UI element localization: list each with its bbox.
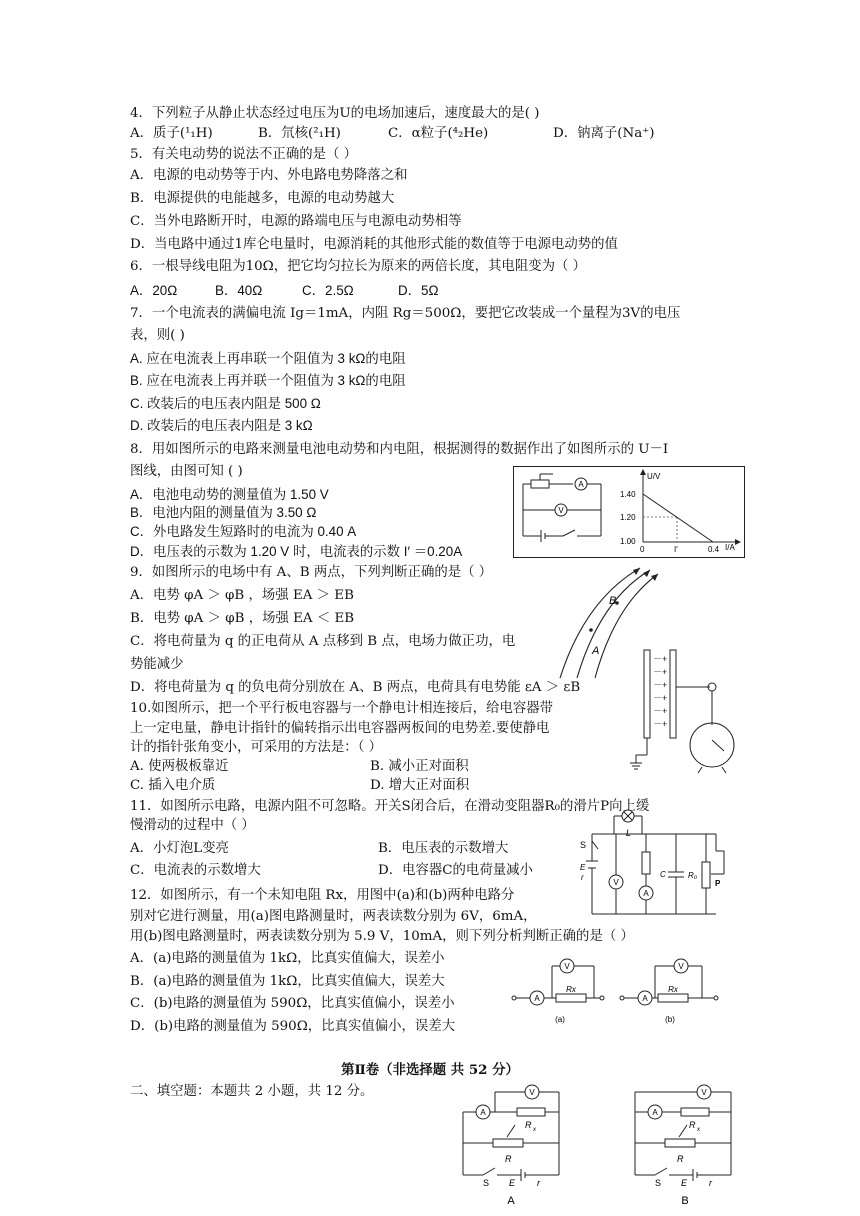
svg-text:－: － [653,693,663,703]
q9-option-c: C．将电荷量为 q 的正电荷从 A 点移到 B 点，电场力做正功，电 [130,634,516,649]
svg-text:V: V [678,962,684,971]
q11-options-row1 [130,839,508,859]
q8-stem-line2: 图线，由图可知 ( ) [130,464,243,479]
svg-text:x: x [533,1127,536,1133]
q11-line2: 慢滑动的过程中（ ） [130,818,255,833]
svg-text:x: x [697,1127,700,1133]
q12-option-d: D．(b)电路的测量值为 590Ω，比真实值偏小，误差大 [130,1019,456,1034]
q6-options [130,281,439,301]
q8-graph-xlabel: I/A [725,543,735,552]
q7-option-d: D. 改装后的电压表内阻是 3 kΩ [130,418,313,433]
svg-text:－: － [653,667,663,677]
svg-text:A: A [642,994,648,1003]
svg-text:－: － [653,706,663,716]
q8-ytick-3: 1.00 [620,537,636,546]
q12-label-rx-a: Rx [566,985,576,994]
q11-option-a: A．小灯泡L变亮 [130,841,229,856]
svg-text:+: + [662,706,668,716]
q9-point-a: A [592,645,600,657]
q12-caption-a: (a) [555,1015,565,1024]
q5-option-d: D．当电路中通过1库仑电量时，电源消耗的其他形式能的数值等于电源电动势的值 [130,237,618,252]
section2-title: 第Ⅱ卷（非选择题 共 52 分） [341,1062,519,1078]
q6-option-b: B．40Ω [215,283,263,298]
q8-ammeter-label: A [578,480,584,489]
q8-xtick-i: I′ [674,545,678,554]
q10-line2: 上一定电量，静电计指针的偏转指示出电容器两板间的电势差.要使静电 [130,721,550,736]
q12-line2: 别对它进行测量，用(a)图电路测量时，两表读数分别为 6V，6mA， [130,909,537,924]
q11-option-c: C．电流表的示数增大 [130,863,261,878]
q9-option-a: A．电势 φA ＞ φB ，场强 EA ＞ EB [130,588,354,603]
q12-option-a: A．(a)电路的测量值为 1kΩ，比真实值偏大，误差小 [130,951,445,966]
svg-text:r: r [537,1178,540,1188]
svg-text:+: + [662,693,668,703]
q9-option-d: D．将电荷量为 q 的负电荷分别放在 A、B 两点，电荷具有电势能 εA ＞ εB [130,680,581,695]
q11-label-c: C [660,870,666,879]
svg-text:－: － [653,680,663,690]
q11-label-a: A [643,889,649,898]
svg-text:+: + [662,667,668,677]
q6-option-c: C．2.5Ω [302,283,354,298]
q9-point-b: B [609,595,617,607]
q11-label-r0: R₀ [688,871,698,880]
svg-text:A: A [480,1108,486,1117]
svg-text:R: R [677,1154,684,1164]
q12-option-c: C．(b)电路的测量值为 590Ω，比真实值偏小，误差小 [130,996,455,1011]
q11-label-p: P [715,879,721,888]
svg-text:E: E [681,1178,688,1188]
q4-stem: 4．下列粒子从静止状态经过电压为U的电场加速后，速度最大的是( ) [130,106,540,121]
q7-option-a: A. 应在电流表上再串联一个阻值为 3 kΩ的电阻 [130,351,406,366]
q5-stem: 5．有关电动势的说法不正确的是（ ） [130,147,358,162]
q8-ytick-2: 1.20 [620,513,636,522]
q11-option-d: D．电容器C的电荷量减小 [378,863,533,878]
q10-options-row1 [130,757,469,777]
svg-text:+: + [662,719,668,729]
q4-option-b: B．氘核(²₁H) [258,126,341,141]
section2-fill-in-heading: 二、填空题：本题共 2 小题，共 12 分。 [130,1084,374,1099]
q10-capacitor-figure [628,645,743,775]
svg-text:－: － [653,719,663,729]
q11-circuit-figure [578,806,728,918]
svg-text:+: + [662,654,668,664]
q11-label-s: S [580,840,587,850]
svg-text:V: V [529,1088,535,1097]
q5-option-c: C．当外电路断开时，电源的路端电压与电源电动势相等 [130,214,462,229]
svg-text:R: R [525,1120,532,1130]
q12-circuits-figure [508,952,734,1028]
q9-stem: 9．如图所示的电场中有 A、B 两点，下列判断正确的是（ ） [130,565,493,580]
q10-line3: 计的指针张角变小，可采用的方法是：（ ） [130,740,382,755]
svg-text:－: － [653,654,663,664]
q11-label-r: r [581,873,584,882]
svg-text:A: A [652,1108,658,1117]
q8-xtick-0: 0 [640,545,645,554]
q11-options-row2 [130,861,533,881]
q8-graph-ylabel: U/V [647,472,661,481]
q4-option-c: C．α粒子(⁴₂He) [388,126,489,141]
q12-line1: 12．如图所示，有一个未知电阻 Rx，用图中(a)和(b)两种电路分 [130,888,515,903]
q10-option-b: B. 减小正对面积 [370,759,469,774]
svg-text:E: E [509,1178,516,1188]
q4-options [130,124,655,144]
q4-option-d: D．钠离子(Na⁺) [553,126,655,141]
q8-option-c: C．外电路发生短路时的电流为 0.40 A [130,524,357,539]
section2-circuits-figure [455,1080,740,1208]
q5-option-b: B．电源提供的电能越多，电源的电动势越大 [130,191,395,206]
q8-voltmeter-label: V [558,506,564,515]
q11-line1: 11．如图所示电路，电源内阻不可忽略。开关S闭合后，在滑动变阻器R₀的滑片P向上缓 [130,799,650,814]
svg-text:+: + [662,680,668,690]
q10-line1: 10.如图所示，把一个平行板电容器与一个静电计相连接后，给电容器带 [130,701,554,716]
svg-text:V: V [564,962,570,971]
q9-option-b: B．电势 φA ＞ φB ，场强 EA ＜ EB [130,611,355,626]
svg-text:r: r [709,1178,712,1188]
q10-option-a: A. 使两极板靠近 [130,759,229,774]
svg-text:R: R [689,1120,696,1130]
q6-stem: 6．一根导线电阻为10Ω，把它均匀拉长为原来的两倍长度，其电阻变为（ ） [130,259,587,274]
q7-option-b: B. 应在电流表上再并联一个阻值为 3 kΩ的电阻 [130,373,406,388]
q7-option-c: C. 改装后的电压表内阻是 500 Ω [130,396,321,411]
q10-option-c: C. 插入电介质 [130,778,216,793]
svg-text:V: V [701,1088,707,1097]
q11-label-v: V [613,878,619,887]
q7-stem-line2: 表，则( ) [130,328,185,343]
q12-caption-b: (b) [665,1015,675,1024]
q10-options-row2 [130,776,469,796]
q8-figure [513,466,745,558]
q8-xtick-04: 0.4 [708,545,720,554]
q4-option-a: A．质子(¹₁H) [130,126,213,141]
svg-text:R: R [505,1154,512,1164]
q11-label-e: E [580,863,586,872]
q8-option-b: B．电池内阻的测量值为 3.50 Ω [130,505,317,520]
q12-option-b: B．(a)电路的测量值为 1kΩ，比真实值偏大，误差大 [130,974,445,989]
q5-option-a: A．电源的电动势等于内、外电路电势降落之和 [130,168,408,183]
q8-option-d: D．电压表的示数为 1.20 V 时，电流表的示数 I′ ＝0.20A [130,544,463,559]
svg-text:A: A [534,994,540,1003]
q12-line3: 用(b)图电路测量时，两表读数分别为 5.9 V，10mA，则下列分析判断正确的是（ ） [130,929,634,944]
q11-option-b: B．电压表的示数增大 [378,841,509,856]
svg-text:S: S [655,1178,662,1188]
q11-label-l: L [626,828,632,838]
section2-circuit-b-caption: B [681,1195,689,1207]
q12-label-rx-b: Rx [668,985,678,994]
section2-circuit-a-caption: A [507,1195,515,1207]
q6-option-a: A．20Ω [130,283,178,298]
q6-option-d: D．5Ω [398,283,439,298]
q8-stem-line1: 8．用如图所示的电路来测量电池电动势和内电阻，根据测得的数据作出了如图所示的 U－I [130,442,669,457]
q8-ytick-1: 1.40 [620,490,636,499]
q8-option-a: A．电池电动势的测量值为 1.50 V [130,487,329,502]
svg-text:S: S [483,1178,490,1188]
q7-stem-line1: 7．一个电流表的满偏电流 Ig＝1mA，内阻 Rg＝500Ω，要把它改装成一个量程为3V的电压 [130,306,681,321]
q10-option-d: D. 增大正对面积 [370,778,470,793]
q9-option-c-cont: 势能减少 [130,657,184,672]
